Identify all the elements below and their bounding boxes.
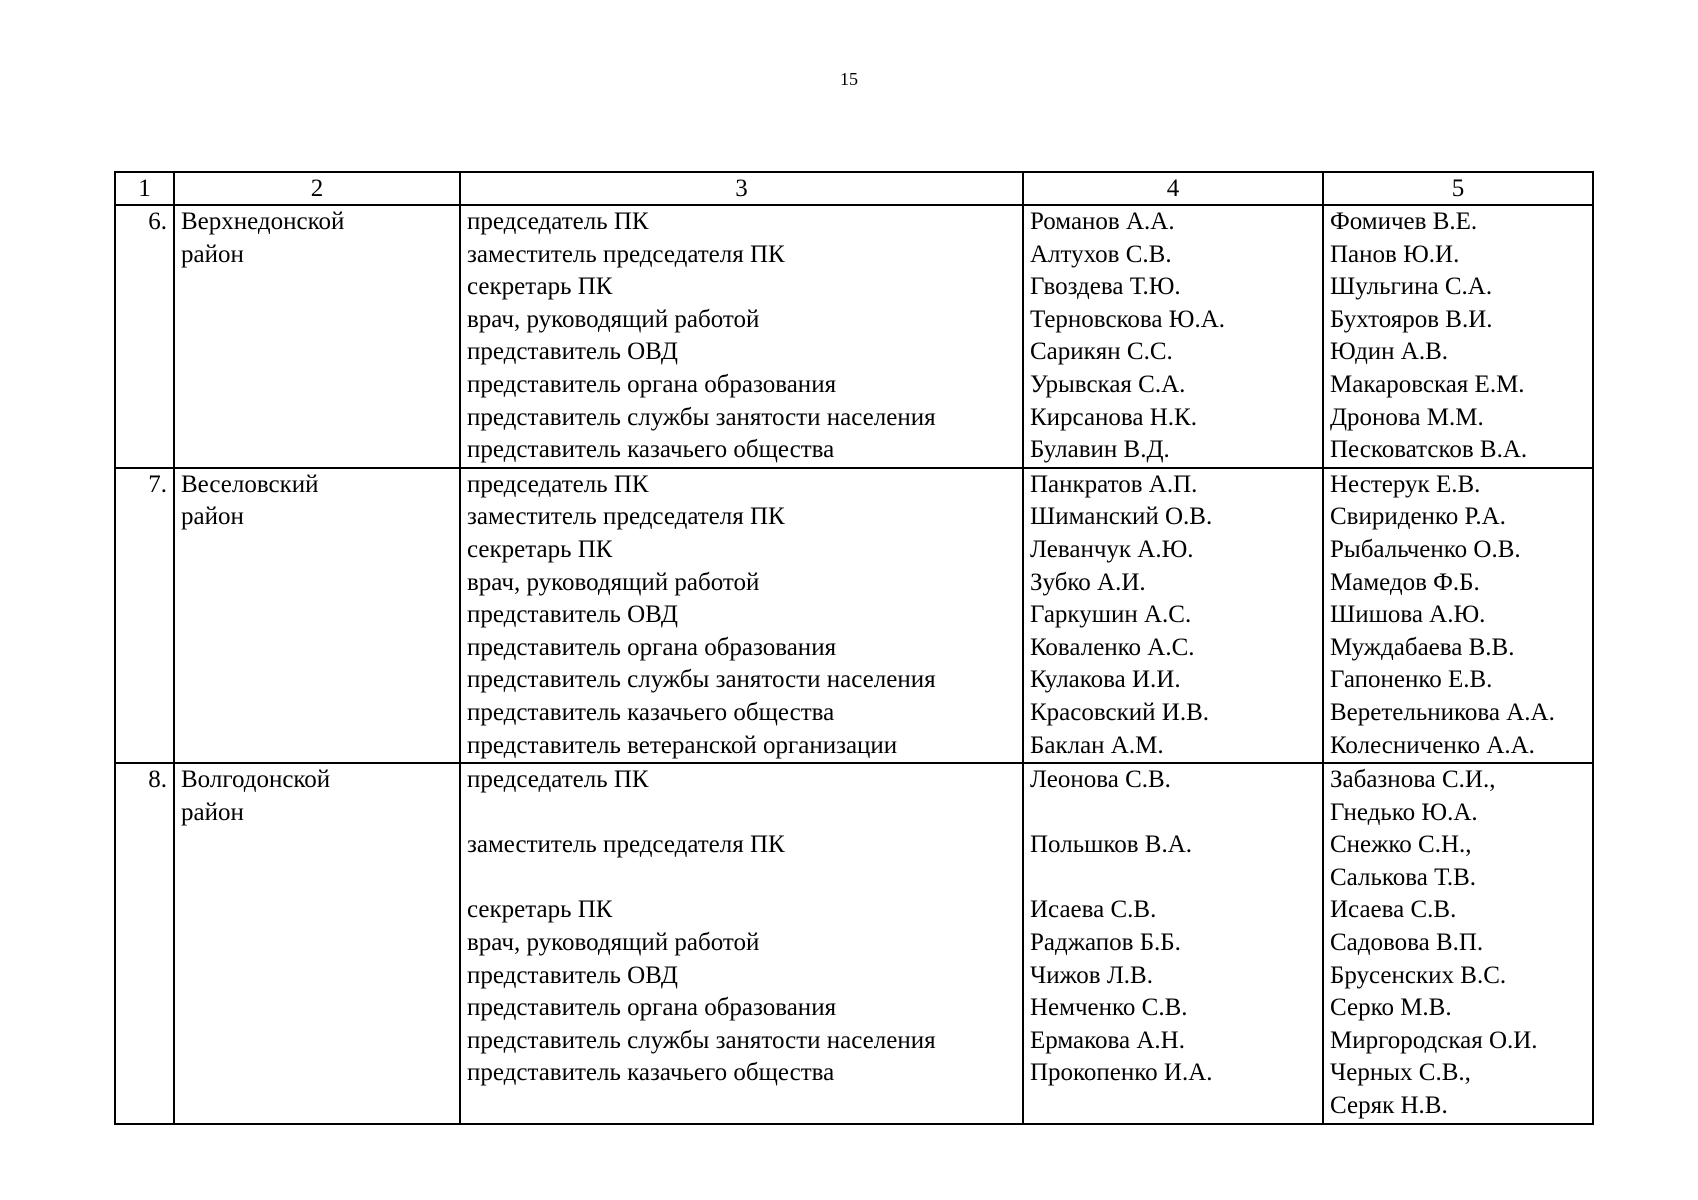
member-name: Романов А.А. [1030,208,1175,235]
role-line: секретарь ПК [467,896,613,924]
header-cell-1: 1 [115,172,174,205]
reserve-name: Колесниченко А.А. [1330,731,1535,759]
reserve-name: Дронова М.М. [1330,403,1484,431]
header-cell-4: 4 [1023,172,1323,205]
role-cell [460,763,1023,1124]
member-name: Леванчук А.Ю. [1030,535,1194,563]
role-line: представитель службы занятости населения [467,666,936,694]
member-name: Зубко А.И. [1030,568,1146,596]
header-row [115,172,1593,205]
member-name: Алтухов С.В. [1030,240,1172,268]
reserve-name: Миргородская О.И. [1330,1026,1538,1054]
commission-table [114,171,1594,1125]
reserve-name: Рыбальченко О.В. [1330,535,1521,563]
member-name: Раджапов Б.Б. [1030,929,1181,957]
role-line [467,862,1016,895]
role-line: представитель казачьего общества [467,1059,835,1087]
member-cell [1023,205,1323,468]
role-line [467,797,1016,830]
table-row [115,205,1593,468]
member-name: Польшков В.А. [1030,831,1193,859]
role-line: представитель службы занятости населения [467,1026,936,1054]
reserve-cell [1323,468,1593,763]
role-line: секретарь ПК [467,535,613,563]
member-name: Коваленко А.С. [1030,633,1195,661]
reserve-name: Гнедько Ю.А. [1330,798,1478,826]
member-name: Сарикян С.С. [1030,338,1173,366]
role-line: председатель ПК [467,766,649,794]
reserve-name: Песковатсков В.А. [1330,436,1528,464]
page-number: 15 [840,69,858,89]
reserve-name: Садовова В.П. [1330,929,1484,957]
reserve-name: Веретельникова А.А. [1330,698,1555,726]
member-name: Исаева С.В. [1030,896,1157,924]
reserve-name: Макаровская Е.М. [1330,370,1525,398]
role-line: представитель казачьего общества [467,436,835,464]
member-name: Красовский И.В. [1030,698,1210,726]
member-name: Терновскова Ю.А. [1030,305,1225,333]
role-line: представитель ветеранской организации [467,731,898,759]
header-cell-5: 5 [1323,172,1593,205]
role-line: врач, руководящий работой [467,305,760,333]
district-cell [174,468,460,763]
role-line: председатель ПК [467,208,649,235]
reserve-name: Гапоненко Е.В. [1330,666,1493,694]
table-row [115,468,1593,763]
member-name: Булавин В.Д. [1030,436,1170,464]
member-cell [1023,763,1323,1124]
reserve-name: Фомичев В.Е. [1330,208,1478,235]
district-cell [174,763,460,1124]
reserve-name: Брусенских В.С. [1330,961,1507,989]
member-name: Ермакова А.Н. [1030,1026,1185,1054]
role-line: представитель органа образования [467,370,837,398]
role-line: представитель органа образования [467,994,837,1022]
reserve-name: Муждабаева В.В. [1330,633,1515,661]
role-line: заместитель председателя ПК [467,503,785,531]
reserve-name: Забазнова С.И., [1330,766,1496,794]
role-line: представитель ОВД [467,961,678,989]
reserve-name: Бухтояров В.И. [1330,305,1493,333]
reserve-name: Мамедов Ф.Б. [1330,568,1480,596]
member-name: Леонова С.В. [1030,766,1171,794]
member-name: Кулакова И.И. [1030,666,1181,694]
member-name [1030,797,1316,830]
district-line: район [181,798,244,826]
reserve-name: Свириденко Р.А. [1330,503,1506,531]
member-name: Чижов Л.В. [1030,961,1153,989]
reserve-name: Нестерук Е.В. [1330,470,1481,498]
reserve-name: Снежко С.Н., [1330,831,1472,859]
member-name: Урывская С.А. [1030,370,1186,398]
member-name: Баклан А.М. [1030,731,1164,759]
role-line: представитель ОВД [467,601,678,629]
header-cell-3: 3 [460,172,1023,205]
role-line: представитель казачьего общества [467,698,835,726]
member-name: Прокопенко И.А. [1030,1059,1213,1087]
district-line: Волгодонской [181,766,331,794]
member-name: Кирсанова Н.К. [1030,403,1197,431]
role-line: заместитель председателя ПК [467,240,785,268]
role-line: врач, руководящий работой [467,568,760,596]
member-name: Шиманский О.В. [1030,503,1213,531]
role-line: представитель службы занятости населения [467,403,936,431]
role-line: председатель ПК [467,470,649,498]
reserve-name: Исаева С.В. [1330,896,1457,924]
role-line [467,1090,1016,1123]
reserve-name: Серяк Н.В. [1330,1092,1448,1120]
role-line: представитель органа образования [467,633,837,661]
row-number: 8. [115,763,174,1124]
district-line: Верхнедонской [181,208,345,235]
role-line: представитель ОВД [467,338,678,366]
reserve-cell [1323,205,1593,468]
member-name: Гаркушин А.С. [1030,601,1192,629]
reserve-name: Серко М.В. [1330,994,1452,1022]
table-body [115,205,1593,1124]
reserve-name: Панов Ю.И. [1330,240,1460,268]
reserve-cell [1323,763,1593,1124]
member-name [1030,1090,1316,1123]
role-cell [460,468,1023,763]
member-name [1030,862,1316,895]
reserve-name: Салькова Т.В. [1330,863,1477,891]
district-line: Веселовский [181,470,319,498]
table-row [115,763,1593,1124]
row-number: 7. [115,468,174,763]
member-name: Немченко С.В. [1030,994,1188,1022]
district-line: район [181,503,244,531]
reserve-name: Юдин А.В. [1330,338,1449,366]
reserve-name: Шульгина С.А. [1330,273,1493,301]
reserve-name: Черных С.В., [1330,1059,1471,1087]
role-line: врач, руководящий работой [467,929,760,957]
role-line: заместитель председателя ПК [467,831,785,859]
member-cell [1023,468,1323,763]
role-cell [460,205,1023,468]
district-line: район [181,240,244,268]
reserve-name: Шишова А.Ю. [1330,601,1486,629]
header-cell-2: 2 [174,172,460,205]
member-name: Гвоздева Т.Ю. [1030,273,1181,301]
role-line: секретарь ПК [467,273,613,301]
district-cell [174,205,460,468]
row-number: 6. [115,205,174,468]
member-name: Панкратов А.П. [1030,470,1198,498]
